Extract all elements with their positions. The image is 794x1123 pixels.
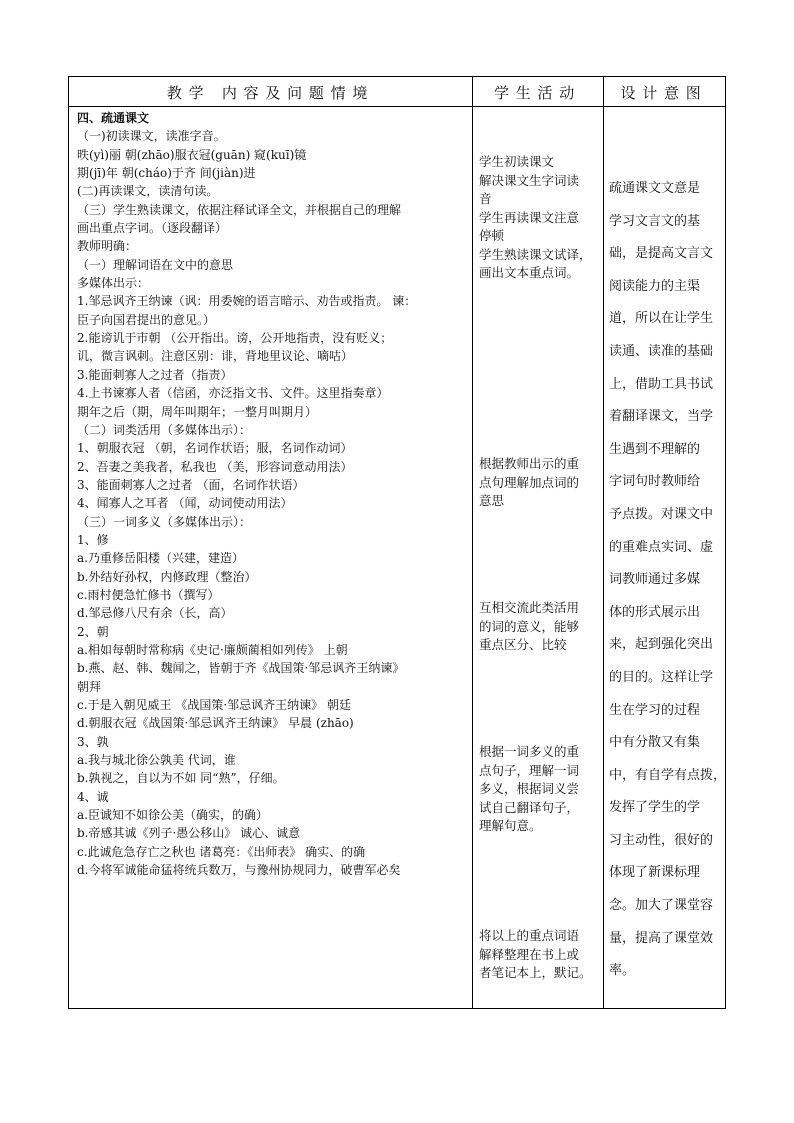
content-line: 多媒体出示： [77,276,150,291]
activity-line: 解决课文生字词读 [479,172,580,188]
content-line: a.乃重修岳阳楼（兴建，建造） [77,551,244,566]
intent-line: 生在学习的过程 [609,702,701,718]
intent-line: 道，所以在让学生 [609,311,714,327]
intent-line: 疏通课文文意是 [609,181,701,196]
activity-line: 点句子，理解一词 [479,762,580,778]
content-line: 期年之后（期，周年叫期年；一整月叫期月） [77,404,318,419]
activity-block [479,599,603,655]
activity-block [479,927,603,983]
activity-line: 学生熟读课文试译， [479,246,592,262]
content-line: 期(jī)年 朝(cháo)于齐 间(jiàn)进 [77,166,256,181]
content-line: 画出重点字词。（逐段翻译） [77,221,228,236]
intent-line: 予点拨。对课文中 [609,506,714,522]
content-line: 3.能面刺寡人之过者（指责） [77,367,233,382]
intent-line: 的目的。这样让学 [609,669,714,685]
activity-line: 画出文本重点词。 [479,265,580,280]
content-line: (二)再读课文，读清句读。 [77,184,219,199]
column-divider [603,77,604,1008]
design-intent [609,173,727,988]
intent-line: 读通、读准的基础 [609,343,714,359]
intent-line: 中，有自学有点拨， [609,767,727,783]
content-line: 讥，微言讽刺。注意区别：诽，背地里议论、嘀咕） [77,349,354,364]
content-line: c.雨村便急忙修书（撰写） [77,587,220,602]
activity-line: 点句理解加点词的 [479,474,580,490]
intent-line: 字词句时教师给 [609,474,701,490]
intent-line: 生遇到不理解的 [609,441,701,457]
activity-line: 的词的意义，能够 [479,618,580,634]
content-line: d.邹忌修八尺有余（长，高） [77,606,233,621]
intent-line: 来，起到强化突出 [609,637,714,653]
content-line: 昳(yì)丽 朝(zhāo)服衣冠(guān) 窥(kuī)镜 [77,147,307,162]
content-line: （三）学生熟读课文，依据注释试译全文，并根据自己的理解 [77,202,402,217]
intent-line: 发挥了学生的学 [609,800,701,816]
content-line: b.帝感其诚《列子·愚公移山》 诚心、诚意 [77,826,301,841]
activity-line: 意思 [479,493,505,508]
activity-line: 理解句意。 [479,818,542,833]
section-title: 四、疏通课文 [77,111,150,125]
activity-line: 解释整理在书上或 [479,946,580,962]
intent-line: 上，借助工具书试 [609,376,714,392]
intent-line: 率。 [609,963,636,979]
content-line: 2、吾妻之美我者，私我也 （美，形容词意动用法） [77,459,353,474]
activity-line: 将以上的重点词语 [479,928,580,943]
content-line: 4.上书谏寡人者（信函，亦泛指文书、文件。这里指奏章） [77,386,389,401]
content-line: （一)初读课文，读准字音。 [77,129,226,144]
activity-line: 试自己翻译句子， [479,799,580,815]
intent-line: 习主动性，很好的 [609,832,714,848]
content-line: 4、诚 [77,789,109,804]
content-line: 教师明确： [77,239,138,254]
content-line: d.今将军诚能命猛将统兵数万，与豫州协规同力，破曹军必矣 [77,863,401,878]
content-line: 臣子向国君提出的意见。） [77,312,216,327]
content-line: a.相如每朝时常称病《史记·廉颇蔺相如列传》 上朝 [77,642,348,657]
intent-line: 础，是提高文言文 [609,246,714,262]
header-content: 教学 内容及问题情境 [166,83,375,102]
activity-line: 根据一词多义的重 [479,744,580,759]
intent-line: 体现了新课标理 [609,865,701,881]
teaching-content [77,109,471,879]
header-intent: 设计意图 [620,83,708,102]
content-line: （二）词类活用（多媒体出示）： [77,422,252,437]
activity-line: 根据教师出示的重 [479,456,580,471]
content-line: b.燕、赵、韩、魏闻之，皆朝于齐《战国策·邹忌讽齐王纳谏》 [77,661,405,676]
content-line: 2、朝 [77,624,109,639]
content-line: 4、闻寡人之耳者 （闻，动词使动用法） [77,496,293,511]
lesson-table [68,76,726,1009]
content-line: b.孰视之，自以为不如 同“熟”，仔细。 [77,771,285,786]
content-line: c.于是入朝见威王 《战国策·邹忌讽齐王纳谏》 朝廷 [77,698,351,712]
content-line: c.此诚危急存亡之秋也 诸葛亮：《出师表》 确实、的确 [77,844,366,859]
intent-line: 中有分散又有集 [609,735,701,751]
content-line: 3、孰 [77,734,109,749]
activity-block [479,455,603,511]
intent-line: 体的形式展示出 [609,604,701,620]
intent-line: 学习文言文的基 [609,213,701,229]
content-line: 朝拜 [77,679,102,694]
content-line: （三）一词多义（多媒体出示）： [77,514,252,529]
activity-block [479,743,603,836]
column-divider [472,77,473,1008]
content-line: d.朝服衣冠《战国策·邹忌讽齐王纳谏》 早晨 (zhāo) [77,716,354,731]
activity-line: 学生再读课文注意 [479,209,580,225]
intent-line: 量，提高了课堂效 [609,930,714,946]
intent-line: 的重难点实词、虚 [609,539,714,555]
content-line: 2.能谤讥于市朝 （公开指出。谤，公开地指责，没有贬义； [77,331,393,346]
activity-line: 互相交流此类活用 [479,600,580,615]
content-line: b.外结好孙权，内修政理（整治） [77,569,257,584]
content-line: a.臣诚知不如徐公美（确实，的确） [77,808,268,823]
activity-line: 者笔记本上，默记。 [479,965,592,980]
activity-block [479,153,603,283]
intent-line: 阅读能力的主渠 [609,278,701,294]
activity-line: 重点区分、比较 [479,637,567,652]
intent-line: 词教师通过多媒 [609,572,701,588]
content-line: 3、能面刺寡人之过者 （面，名词作状语） [77,477,305,492]
activity-line: 停顿 [479,228,505,243]
intent-line: 着翻译课文，当学 [609,409,714,425]
content-line: 1、修 [77,532,109,547]
header-activity: 学生活动 [493,83,581,102]
content-line: a.我与城北徐公孰美 代词，谁 [77,753,236,768]
activity-line: 音 [479,191,492,206]
activity-line: 多义，根据词义尝 [479,781,580,796]
intent-line: 念。加大了课堂容 [609,898,714,914]
activity-line: 学生初读课文 [479,154,555,169]
content-line: （一）理解词语在文中的意思 [77,257,234,272]
content-line: 1.邹忌讽齐王纳谏（讽：用委婉的语言暗示、劝告或指责。 谏： [77,294,417,309]
content-line: 1、朝服衣冠 （朝，名词作状语；服，名词作动词） [77,441,353,456]
